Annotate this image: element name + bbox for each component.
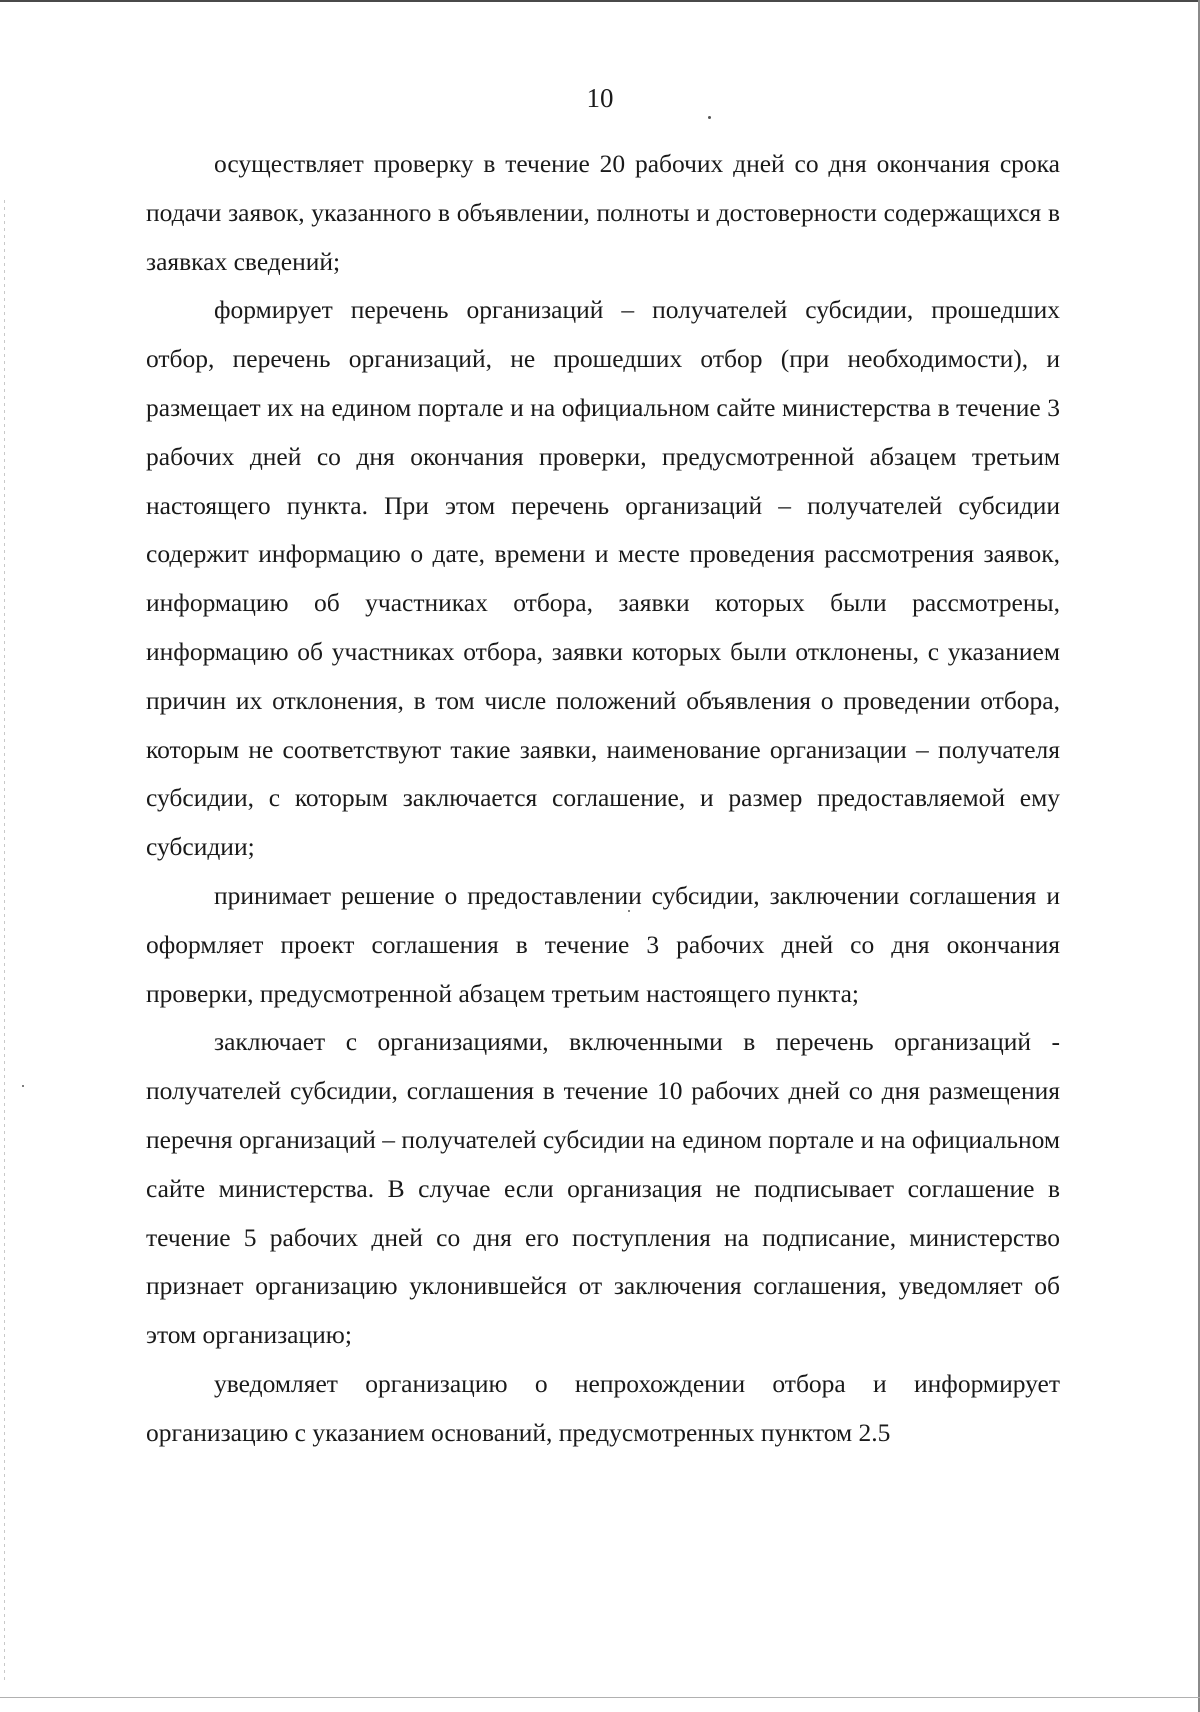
page-number: 10 — [586, 83, 614, 113]
scan-speck — [708, 116, 711, 119]
paragraph-notification: уведомляет организацию о непрохождении отбора и информирует организацию с указанием оснований, предусмотренных пунктом 2.5 — [146, 1368, 1060, 1447]
paragraph-agreements: заключает с организациями, включенными в перечень организаций - получателей субсидии, соглашения в течение 10 рабочих дней со дня размещения перечня организаций – получателей субсидии на едином портале и на официальном сайте министерства. В случае если организация не подписывает соглашение в течение 5 рабочих дней со дня его поступления на подписание, министерство признает организацию уклонившейся от заключения соглашения, уведомляет об этом организацию; — [146, 1027, 1061, 1350]
paragraph-verification: осуществляет проверку в течение 20 рабочих дней со дня окончания срока подачи заявок, указанного в объявлении, полноты и достоверности содержащихся в заявках сведений; — [146, 149, 1060, 276]
paragraph-recipients-list: формирует перечень организаций – получателей субсидии, прошедших отбор, перечень организаций, не прошедших отбор (при необходимости), и размещает их на едином портале и на официальном сайте министерства в течение 3 рабочих дней со дня окончания проверки, предусмотренной абзацем третьим настоящего пункта. При этом перечень организаций – получателей субсидии содержит информацию о дате, времени и месте проведения рассмотрения заявок, информацию об участниках отбора, заявки которых были рассмотрены, информацию об участниках отбора, заявки которых были отклонены, с указанием причин их отклонения, в том числе положений объявления о проведении отбора, которым не соответствуют такие заявки, наименование организации – получателя субсидии, с которым заключается соглашение, и размер предоставляемой ему субсидии; — [146, 295, 1060, 862]
scan-edge-left — [4, 200, 5, 1680]
scan-speck — [22, 1085, 24, 1087]
scan-edge-bottom — [0, 1697, 1200, 1698]
paragraph-subsidy-decision: принимает решение о предоставлении субсидии, заключении соглашения и оформляет проект соглашения в течение 3 рабочих дней со дня окончания проверки, предусмотренной абзацем третьим настоящего пункта; — [146, 880, 1060, 1008]
scan-edge-top — [0, 0, 1200, 2]
document-body — [146, 140, 1060, 1458]
